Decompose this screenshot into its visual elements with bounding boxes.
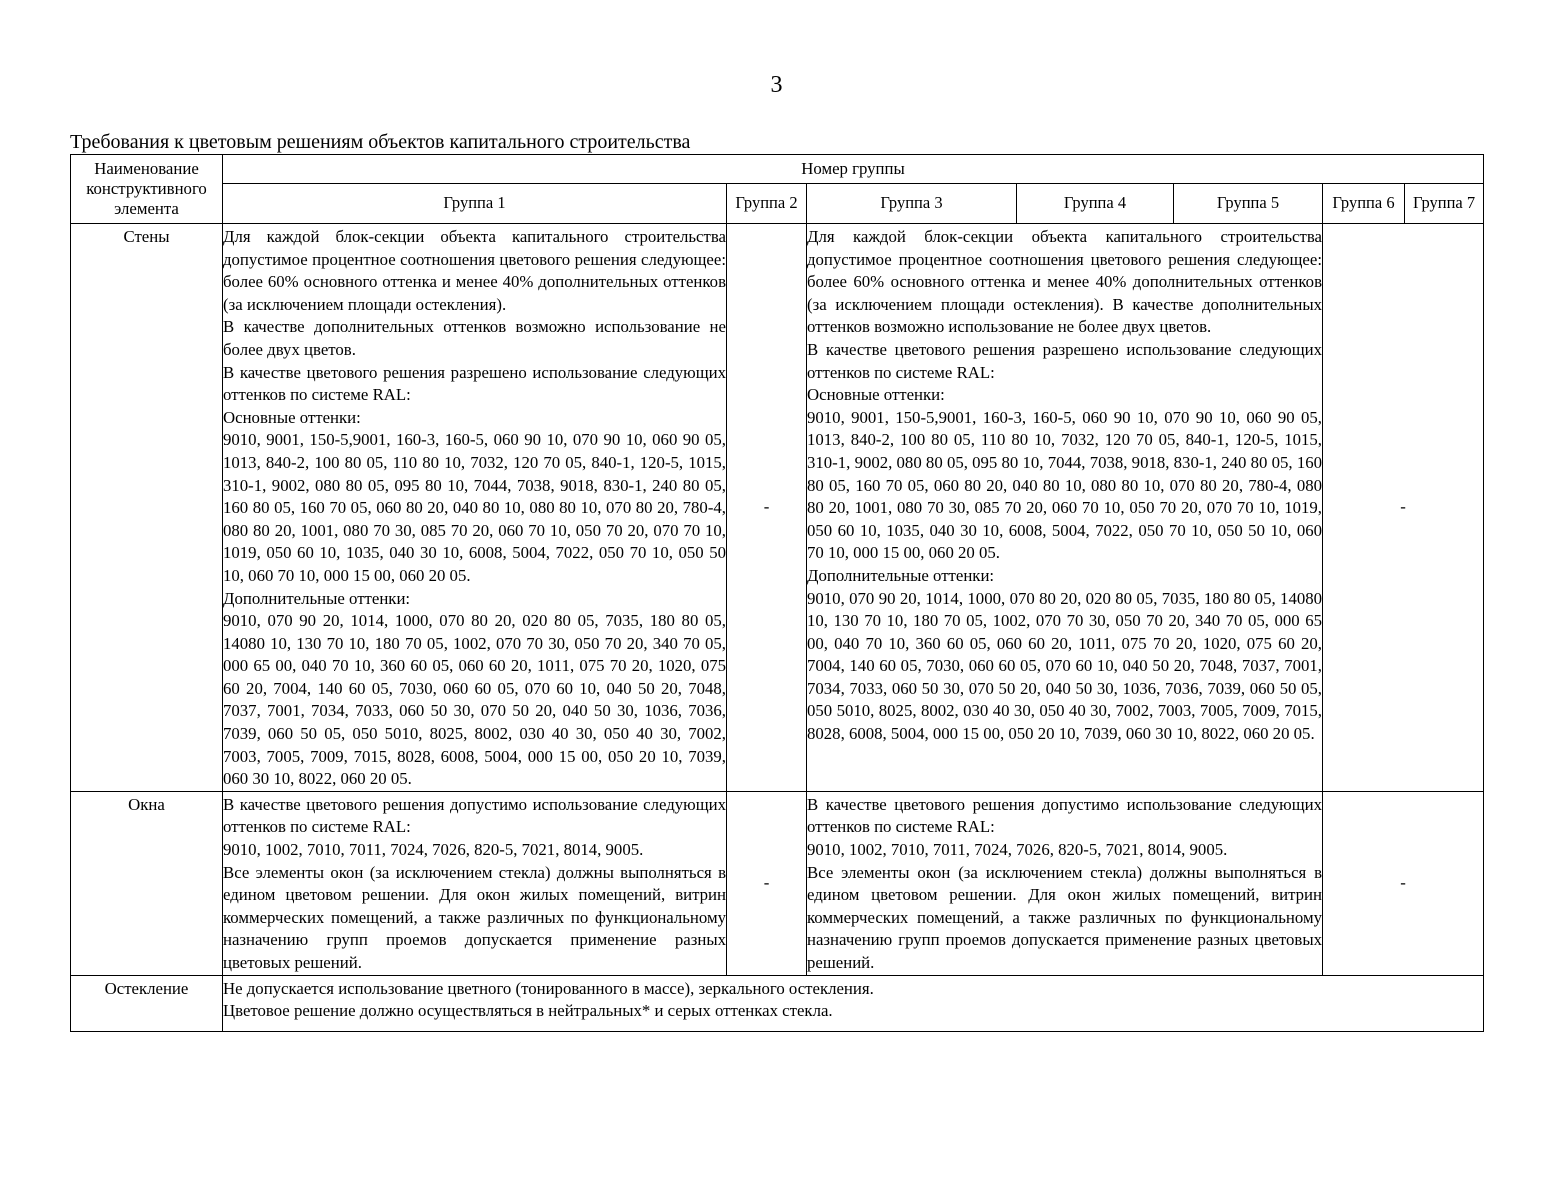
glazing-requirements-cell [223,975,1484,1031]
walls-g35-ratio-text: Для каждой блок-секции объекта капитального строительства допустимое процентное соотношения цветового решения следующее: более 60% основного оттенка и менее 40% дополнительных оттенков (за исключением площади остекления). В качестве дополнительных оттенков возможно использование не более двух цветов. [807,227,1322,337]
walls-g1-extra-limit-text: В качестве дополнительных оттенков возможно использование не более двух цветов. [223,317,726,359]
windows-g1-rules-text: Все элементы окон (за исключением стекла) должны выполняться в едином цветовом решении. Для окон жилых помещений, витрин коммерческих помещений, а также различных по функциональному назначению групп проемов допускается применение разных цветовых решений. [223,862,726,972]
walls-g1-ral-intro-text: В качестве цветового решения разрешено использование следующих оттенков по системе RAL: [223,362,726,405]
walls-group1-cell [223,224,727,792]
windows-g1-intro-text: В качестве цветового решения допустимо использование следующих оттенков по системе RAL: [223,794,726,837]
walls-g1-extra-values: 9010, 070 90 20, 1014, 1000, 070 80 20, 020 80 05, 7035, 180 80 05, 14080 10, 130 70 10, 180 70 05, 1002, 070 70 30, 050 70 20, 340 70 05, 000 65 00, 040 70 10, 360 60 05, 060 60 20, 1011, 075 70 20, 1020, 075 60 20, 7004, 140 60 05, 7030, 060 60 05, 070 60 10, 040 50 20, 7048, 7037, 7001, 7034, 7033, 060 50 30, 070 50 20, 040 50 30, 1036, 7036, 7039, 060 50 05, 050 5010, 8025, 8002, 030 40 30, 050 40 30, 7002, 7003, 7005, 7009, 7015, 8028, 6008, 5004, 000 15 00, 050 20 10, 7039, 060 30 10, 8022, 060 20 05. [223,611,726,789]
group-2-header: Группа 2 [727,184,807,224]
glazing-line-1: Не допускается использование цветного (тонированного в массе), зеркального остекления. [223,978,874,998]
walls-row [71,224,1484,792]
group-3-header: Группа 3 [807,184,1017,224]
walls-g1-ratio-text: Для каждой блок-секции объекта капитального строительства допустимое процентное соотношения цветового решения следующее: более 60% основного оттенка и менее 40% дополнительных оттенков (за исключением площади остекления). [223,227,726,314]
walls-name-cell: Стены [71,224,223,792]
windows-group2-cell: - [727,791,807,975]
group-5-header: Группа 5 [1174,184,1323,224]
windows-row [71,791,1484,975]
glazing-row [71,975,1484,1031]
windows-name-cell: Окна [71,791,223,975]
glazing-name-cell: Остекление [71,975,223,1031]
walls-group6-7-cell: - [1323,224,1484,792]
walls-g35-main-label: Основные оттенки: [807,385,945,405]
windows-group3-5-cell [807,791,1323,975]
walls-g1-main-label: Основные оттенки: [223,407,361,427]
header-row-1 [71,155,1484,184]
windows-group1-cell [223,791,727,975]
walls-group3-5-cell [807,224,1323,792]
walls-g35-main-values: 9010, 9001, 150-5,9001, 160-3, 160-5, 060 90 10, 070 90 10, 060 90 05, 1013, 840-2, 100 80 05, 110 80 10, 7032, 120 70 05, 840-1, 120-5, 1015, 310-1, 9002, 080 80 05, 095 80 10, 7044, 7038, 9018, 830-1, 240 80 05, 160 80 05, 160 70 05, 060 80 20, 040 80 10, 080 80 10, 070 80 20, 780-4, 080 80 20, 1001, 080 70 30, 085 70 20, 060 70 10, 050 70 20, 070 70 10, 1019, 050 60 10, 1035, 040 30 10, 6008, 5004, 7022, 050 70 10, 050 50 10, 060 70 10, 000 15 00, 060 20 05. [807,407,1322,563]
walls-g1-main-values: 9010, 9001, 150-5,9001, 160-3, 160-5, 060 90 10, 070 90 10, 060 90 05, 1013, 840-2, 100 80 05, 110 80 10, 7032, 120 70 05, 840-1, 120-5, 1015, 310-1, 9002, 080 80 05, 095 80 10, 7044, 7038, 9018, 830-1, 240 80 05, 160 80 05, 160 70 05, 060 80 20, 040 80 10, 080 80 10, 070 80 20, 780-4, 080 80 20, 1001, 080 70 30, 085 70 20, 060 70 10, 050 70 20, 070 70 10, 1019, 050 60 10, 1035, 040 30 10, 6008, 5004, 7022, 050 70 10, 050 50 10, 060 70 10, 000 15 00, 060 20 05. [223,430,726,585]
glazing-line-2: Цветовое решение должно осуществляться в нейтральных* и серых оттенках стекла. [223,1001,833,1021]
group-7-header: Группа 7 [1405,184,1484,224]
group-number-header: Номер группы [223,155,1484,184]
windows-g35-rules-text: Все элементы окон (за исключением стекла) должны выполняться в едином цветовом решении. Для окон жилых помещений, витрин коммерческих помещений, а также различных по функциональному назначению групп проемов допускается применение разных цветовых решений. [807,862,1322,972]
walls-g35-extra-values: 9010, 070 90 20, 1014, 1000, 070 80 20, 020 80 05, 7035, 180 80 05, 14080 10, 130 70 10, 180 70 05, 1002, 070 70 30, 050 70 20, 340 70 05, 000 65 00, 040 70 10, 360 60 05, 060 60 20, 1011, 075 70 20, 1020, 075 60 20, 7004, 140 60 05, 7030, 060 60 05, 070 60 10, 040 50 20, 7048, 7037, 7001, 7034, 7033, 060 50 30, 070 50 20, 040 50 30, 1036, 7036, 7039, 060 50 05, 050 5010, 8025, 8002, 030 40 30, 050 40 30, 7002, 7003, 7005, 7009, 7015, 8028, 6008, 5004, 000 15 00, 050 20 10, 7039, 060 30 10, 8022, 060 20 05. [807,588,1322,744]
element-column-header: Наименование конструктивного элемента [71,155,223,224]
walls-g35-ral-intro-text: В качестве цветового решения разрешено использование следующих оттенков по системе RAL: [807,339,1322,382]
walls-group2-cell: - [727,224,807,792]
group-1-header: Группа 1 [223,184,727,224]
page-number: 3 [770,72,783,98]
group-4-header: Группа 4 [1017,184,1174,224]
group-6-header: Группа 6 [1323,184,1405,224]
windows-g35-ral-values: 9010, 1002, 7010, 7011, 7024, 7026, 820-5, 7021, 8014, 9005. [807,840,1228,860]
requirements-table [70,154,1484,1032]
windows-g1-ral-values: 9010, 1002, 7010, 7011, 7024, 7026, 820-5, 7021, 8014, 9005. [223,840,644,860]
document-title: Требования к цветовым решениям объектов капитального строительства [70,131,691,153]
header-row-2 [71,184,1484,224]
windows-group6-7-cell: - [1323,791,1484,975]
walls-g35-extra-label: Дополнительные оттенки: [807,565,995,585]
walls-g1-extra-label: Дополнительные оттенки: [223,588,411,608]
windows-g35-intro-text: В качестве цветового решения допустимо использование следующих оттенков по системе RAL: [807,794,1322,837]
